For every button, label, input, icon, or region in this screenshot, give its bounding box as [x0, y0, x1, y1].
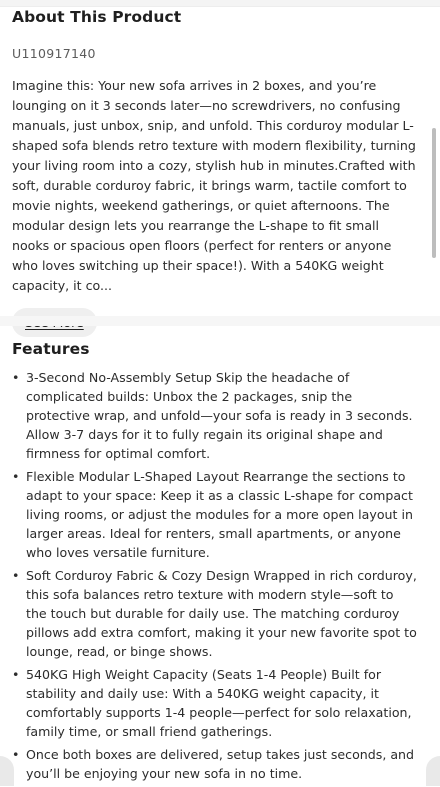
about-section: [12, 8, 417, 337]
features-title: Features: [12, 340, 90, 358]
top-divider: [0, 0, 440, 7]
scrollbar[interactable]: [432, 128, 436, 258]
features-list: [12, 368, 417, 783]
about-title: About This Product: [12, 8, 182, 26]
bottom-right-corner: [426, 756, 440, 786]
feature-item: • 3-Second No-Assembly Setup Skip the headache of complicated builds: Unbox the 2 packages, snip the protective wrap, and unfold—your sofa is ready in 3 seconds. Allow 3-7 days for it to fully regain its original shape and firmness for optimal comfort.: [12, 368, 417, 463]
feature-item: • 540KG High Weight Capacity (Seats 1-4 People) Built for stability and daily use: With a 540KG weight capacity, it comfortably supports 1-4 people—perfect for solo relaxation, family time, or small friend gatherings.: [12, 665, 417, 741]
feature-item: • Flexible Modular L-Shaped Layout Rearrange the sections to adapt to your space: Keep it as a classic L-shape for compact living rooms, or adjust the modules for a more open layout in larger areas. Ideal for renters, small apartments, or anyone who loves versatile furniture.: [12, 467, 417, 562]
product-sku: U110917140: [12, 46, 96, 61]
section-divider: [0, 316, 440, 326]
feature-item: • Soft Corduroy Fabric & Cozy Design Wrapped in rich corduroy, this sofa balances retro texture with modern style—soft to the touch but durable for daily use. The matching corduroy pillows add extra comfort, making it your new favorite spot to lounge, read, or binge shows.: [12, 566, 417, 661]
feature-item: • Once both boxes are delivered, setup takes just seconds, and you’ll be enjoying your new sofa in no time.: [12, 745, 417, 783]
features-section: [12, 340, 417, 787]
product-description: Imagine this: Your new sofa arrives in 2 boxes, and you’re lounging on it 3 seconds later—no screwdrivers, no confusing manuals, just unbox, snip, and unfold. This corduroy modular L-shaped sofa blends retro texture with modern flexibility, turning your living room into a cozy, stylish hub in minutes.Crafted with soft, durable corduroy fabric, it brings warm, tactile comfort to movie nights, weekend gatherings, or quiet afternoons. The modular design lets you rearrange the L-shape to fit small nooks or spacious open floors (perfect for renters or anyone who loves switching up their space!). With a 540KG weight capacity, it co...: [12, 78, 416, 293]
